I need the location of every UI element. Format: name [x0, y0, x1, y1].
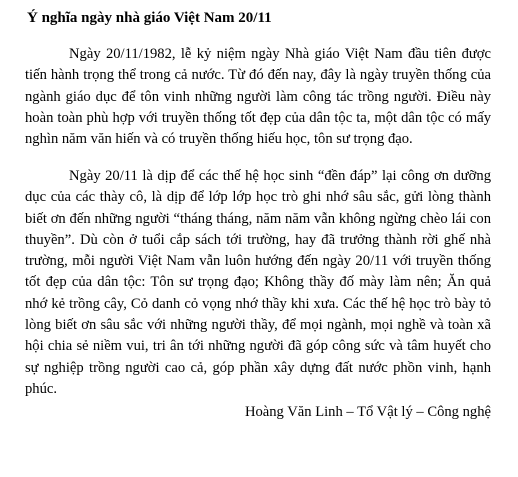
paragraph-2: Ngày 20/11 là dịp để các thế hệ học sinh “đền đáp” lại công ơn dưỡng dục của các thày cô, là dịp để lớp lớp học trò ghi nhớ sâu sắc, gửi lòng thành biết ơn đến những người “tháng tháng, năm năm vẫn không ngừng chèo lái con thuyền”. Dù còn ở tuổi cắp sách tới trường, hay đã trưởng thành rời ghế nhà trường, mỗi người Việt Nam vẫn luôn hướng đến ngày 20/11 với truyền thống tốt đẹp của dân tộc: Tôn sư trọng đạo; Không thầy đố mày làm nên; Ăn quả nhớ kẻ trồng cây, Cỏ danh cỏ vọng nhớ thầy khi xưa. Các thế hệ học trò bày tỏ lòng biết ơn sâu sắc với những người thầy, để mọi ngành, mọi nghề và toàn xã hội chia sẻ niềm vui, tri ân tới những người đã góp công sức và tâm huyết cho sự nghiệp trồng người cao cả, góp phần xây dựng đất nước phồn vinh, hạnh phúc. [25, 168, 491, 397]
paragraph-1: Ngày 20/11/1982, lễ kỷ niệm ngày Nhà giáo Việt Nam đầu tiên được tiến hành trọng thể trong cả nước. Từ đó đến nay, đây là ngày truyền thống của ngành giáo dục để tôn vinh những người làm công tác trồng người. Điều này hoàn toàn phù hợp với truyền thống tốt đẹp của dân tộc ta, một dân tộc có mấy nghìn năm văn hiến và có truyền thống hiếu học, tôn sư trọng đạo. [25, 46, 491, 148]
document-title: Ý nghĩa ngày nhà giáo Việt Nam 20/11 [27, 10, 272, 26]
author-signature: Hoàng Văn Linh – Tổ Vật lý – Công nghệ [244, 404, 491, 420]
